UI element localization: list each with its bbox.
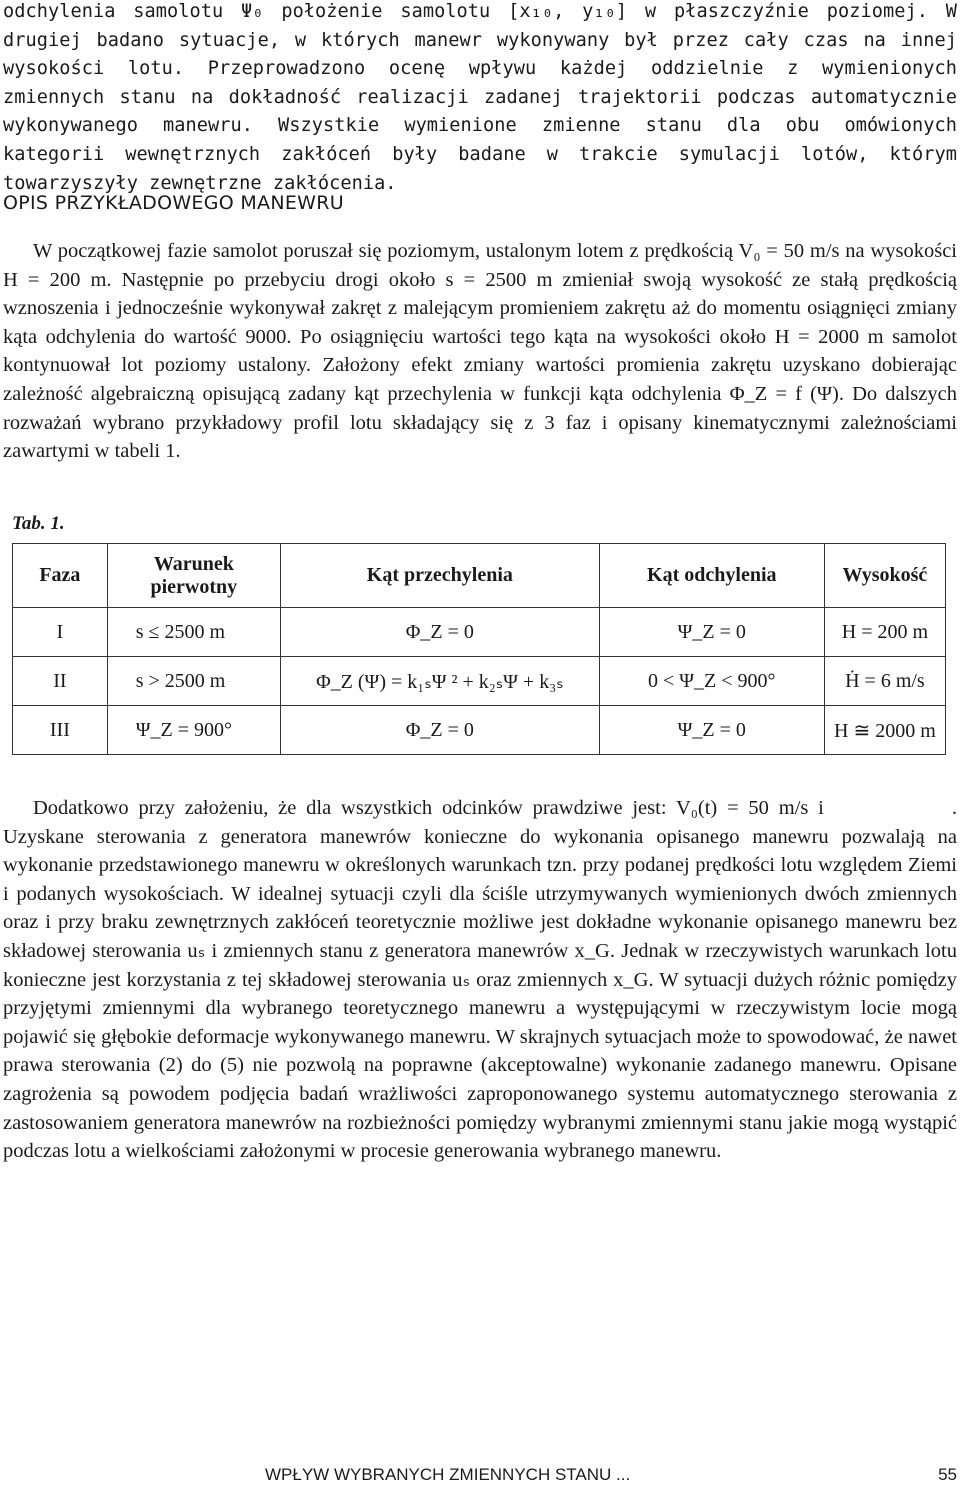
cell-phase: I: [13, 608, 108, 657]
maneuver-description-paragraph: W początkowej fazie samolot poruszał się poziomym, ustalonym lotem z prędkością V₀ = 50 m/s na wysokości H = 200 m. Następnie po przebyciu drogi około s = 2500 m zmieniał swoją wysokość ze stałą prędkością wznoszenia i jednocześnie wykonywał zakręt z malejącym promieniem zakrętu aż do momentu osiągnięci zmiany kąta odchylenia do wartość 9000. Po osiągnięciu wartości tego kąta na wysokości około H = 2000 m samolot kontynuował lot poziomy ustalony. Założony efekt zmiany wartości promienia zakrętu uzyskano dobierając zależność algebraiczną opisującą zadany kąt przechylenia w funkcji kąta odchylenia Φ_Z = f (Ψ). Do dalszych rozważań wybrano przykładowy profil lotu składający się z 3 faz i opisany kinematycznymi zależnościami zawartymi w tabeli 1.: [3, 240, 957, 463]
cell-heading-angle: 0 < Ψ_Z < 900°: [599, 657, 824, 706]
table-row: [13, 706, 946, 755]
header-heading-angle: Kąt odchylenia: [599, 544, 824, 608]
cell-phase: II: [13, 657, 108, 706]
cell-altitude: Ḣ = 6 m/s: [824, 657, 945, 706]
conclusion-rest-text: . Uzyskane sterowania z generatora manewrów konieczne do wykonania opisanego manewru pozwalają na wykonanie przedstawionego manewru w określonych warunkach tzn. przy podanej prędkości lotu względem Ziemi i podanych wysokościach. W idealnej sytuacji czyli dla ściśle utrzymywanych wymienionych dwóch zmiennych oraz i przy braku zewnętrznych zakłóceń teoretycznie możliwe jest dokładne wykonanie opisanego manewru bez składowej sterowania uₛ i zmiennych stanu z generatora manewrów x_G. Jednak w rzeczywistych warunkach lotu konieczne jest korzystania z tej składowej sterowania uₛ oraz zmiennych x_G. W sytuacji dużych różnic pomiędzy przyjętymi zmiennymi dla wybranego teoretycznego manewru a występującymi w rzeczywistym locie mogą pojawić się głębokie deformacje wykonywanego manewru. W skrajnych sytuacjach może to spowodować, że nawet prawa sterowania (2) do (5) nie pozwolą na poprawne (akceptowalne) wykonanie zadanego manewru. Opisane zagrożenia są powodem podjęcia badań wrażliwości zaproponowanego systemu automatycznego sterowania z zastosowaniem generatora manewrów na rozbieżności pomiędzy wybranymi zmiennymi stanu jakie mogą wystąpić podczas lotu a wielkościami założonymi w procesie generowania wybranego manewru.: [3, 797, 957, 1163]
table-header-row: [13, 544, 946, 608]
header-condition: Warunek pierwotny: [107, 544, 280, 608]
cell-condition: s > 2500 m: [107, 657, 280, 706]
cell-bank-angle: Φ_Z = 0: [280, 608, 599, 657]
cell-phase: III: [13, 706, 108, 755]
cell-heading-angle: Ψ_Z = 0: [599, 706, 824, 755]
header-bank-angle: Kąt przechylenia: [280, 544, 599, 608]
flight-profile-table: [12, 543, 946, 755]
cell-heading-angle: Ψ_Z = 0: [599, 608, 824, 657]
header-phase: Faza: [13, 544, 108, 608]
cell-bank-angle: Φ_Z (Ψ) = k₁ₛΨ ² + k₂ₛΨ + k₃ₛ: [280, 657, 599, 706]
cell-altitude: H = 200 m: [824, 608, 945, 657]
table-row: [13, 608, 946, 657]
section-heading: OPIS PRZYKŁADOWEGO MANEWRU: [3, 192, 344, 214]
cell-condition: Ψ_Z = 900°: [107, 706, 280, 755]
running-title: WPŁYW WYBRANYCH ZMIENNYCH STANU ...: [265, 1465, 631, 1484]
cell-bank-angle: Φ_Z = 0: [280, 706, 599, 755]
conclusion-start-text: Dodatkowo przy założeniu, że dla wszystkich odcinków prawdziwe jest: V₀(t) = 50 m/s i: [33, 797, 824, 819]
header-altitude: Wysokość: [824, 544, 945, 608]
cell-altitude: H ≅ 2000 m: [824, 706, 945, 755]
table-label: Tab. 1.: [12, 513, 65, 534]
table-row: [13, 657, 946, 706]
intro-paragraph: odchylenia samolotu Ψ₀ położenie samolotu [x₁₀, y₁₀] w płaszczyźnie poziomej. W drugiej badano sytuacje, w których manewr wykonywany był przez cały czas na innej wysokości lotu. Przeprowadzono ocenę wpływu każdej oddzielnie z wymienionych zmiennych stanu na dokładność realizacji zadanej trajektorii podczas automatycznie wykonywanego manewru. Wszystkie wymienione zmienne stanu dla obu omówionych kategorii wewnętrznych zakłóceń były badane w trakcie symulacji lotów, którym towarzyszyły zewnętrzne zakłócenia.: [3, 1, 957, 194]
page-number: 55: [938, 1465, 957, 1484]
cell-condition: s ≤ 2500 m: [107, 608, 280, 657]
conclusion-paragraph: [3, 794, 957, 1166]
